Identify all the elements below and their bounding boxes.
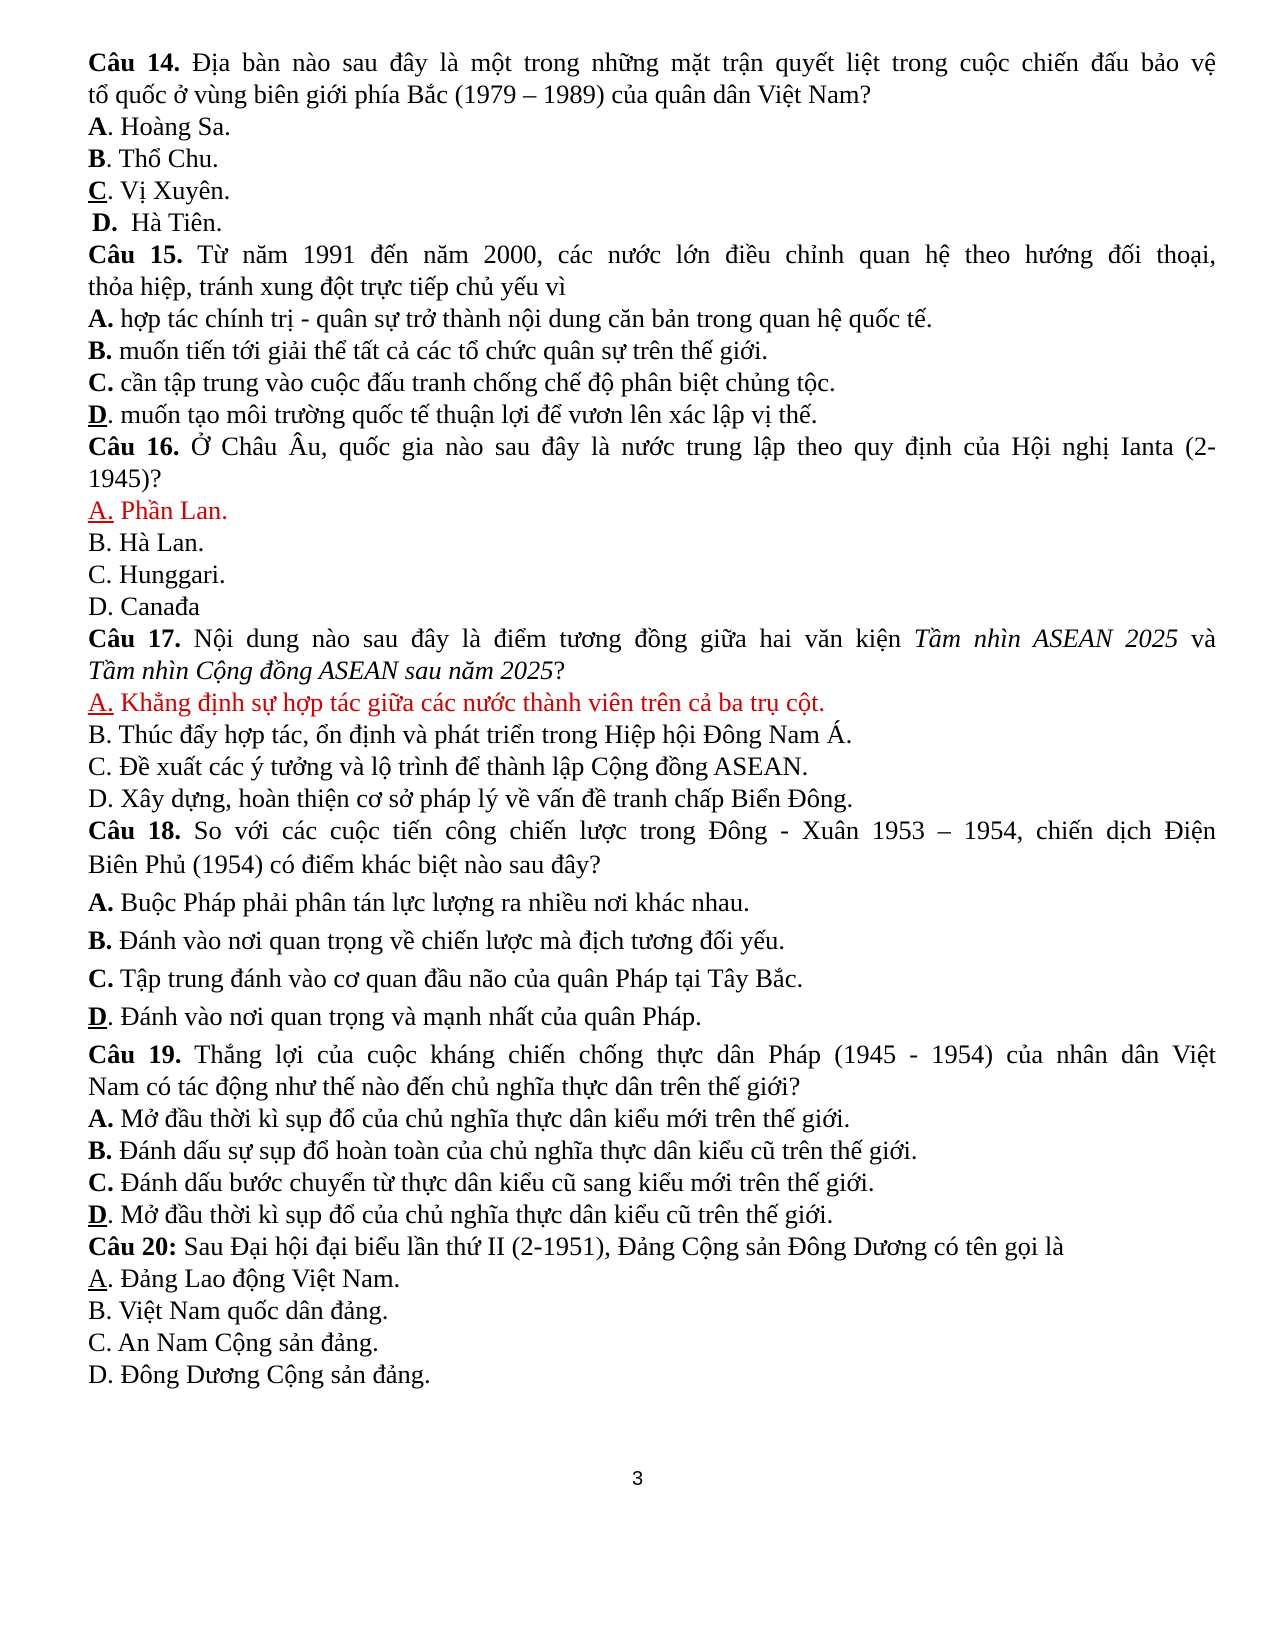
question-18-label: Câu 18. [88, 815, 181, 845]
question-17-label: Câu 17. [88, 623, 181, 653]
question-17-line-2: Tầm nhìn Cộng đồng ASEAN sau năm 2025? [88, 655, 566, 685]
question-19-line-2: Nam có tác động như thế nào đến chủ nghĩa thực dân trên thế giới? [88, 1071, 801, 1101]
question-15-option-b: B. muốn tiến tới giải thể tất cả các tổ chức quân sự trên thế giới. [88, 335, 769, 365]
question-20-option-a: A. Đảng Lao động Việt Nam. [88, 1263, 401, 1293]
question-18-option-a: A. Buộc Pháp phải phân tán lực lượng ra nhiều nơi khác nhau. [88, 887, 750, 917]
question-19-option-b: B. Đánh dấu sự sụp đổ hoàn toàn của chủ nghĩa thực dân kiểu cũ trên thế giới. [88, 1135, 918, 1165]
question-18-option-c: C. Tập trung đánh vào cơ quan đầu não của quân Pháp tại Tây Bắc. [88, 963, 804, 993]
question-14-option-c: C. Vị Xuyên. [88, 175, 231, 205]
question-20-option-b: B. Việt Nam quốc dân đảng. [88, 1295, 389, 1325]
question-14-line-1 [88, 46, 1216, 78]
question-18-option-b: B. Đánh vào nơi quan trọng về chiến lược mà địch tương đối yếu. [88, 925, 786, 955]
question-16-label: Câu 16. [88, 431, 180, 461]
question-20-option-c: C. An Nam Cộng sản đảng. [88, 1327, 379, 1357]
question-20-line-1: Câu 20: Sau Đại hội đại biểu lần thứ II (2-1951), Đảng Cộng sản Đông Dương có tên gọi là [88, 1231, 1064, 1261]
question-17-option-d: D. Xây dựng, hoàn thiện cơ sở pháp lý về vấn đề tranh chấp Biển Đông. [88, 783, 854, 813]
question-14-option-d: D. Hà Tiên. [92, 207, 223, 237]
question-18-line-1: Câu 18. So với các cuộc tiến công chiến lược trong Đông - Xuân 1953 – 1954, chiến dịch Điện [88, 815, 1216, 845]
question-18-option-d: D. Đánh vào nơi quan trọng và mạnh nhất của quân Pháp. [88, 1001, 702, 1031]
question-19-line-1: Câu 19. Thắng lợi của cuộc kháng chiến chống thực dân Pháp (1945 - 1954) của nhân dân Việt [88, 1039, 1216, 1069]
question-20-label: Câu 20: [88, 1231, 178, 1261]
question-17-line-1: Câu 17. Nội dung nào sau đây là điểm tương đồng giữa hai văn kiện Tầm nhìn ASEAN 2025 và [88, 623, 1216, 653]
question-17-option-c: C. Đề xuất các ý tưởng và lộ trình để thành lập Cộng đồng ASEAN. [88, 751, 809, 781]
question-17-option-a: A. Khẳng định sự hợp tác giữa các nước thành viên trên cả ba trụ cột. [88, 687, 826, 717]
question-16-option-a: A. Phần Lan. [88, 495, 228, 525]
question-15-label: Câu 15. [88, 239, 183, 269]
question-16-option-d: D. Canađa [88, 591, 200, 621]
question-16-line-1: Câu 16. Ở Châu Âu, quốc gia nào sau đây là nước trung lập theo quy định của Hội nghị Ianta (2- [88, 431, 1216, 461]
question-14-label: Câu 14. [88, 47, 181, 77]
question-15-option-d: D. muốn tạo môi trường quốc tế thuận lợi để vươn lên xác lập vị thế. [88, 399, 818, 429]
question-14-line-2: tổ quốc ở vùng biên giới phía Bắc (1979 – 1989) của quân dân Việt Nam? [88, 79, 872, 109]
question-19-label: Câu 19. [88, 1039, 182, 1069]
question-16-line-2: 1945)? [88, 463, 162, 493]
question-19-option-a: A. Mở đầu thời kì sụp đổ của chủ nghĩa thực dân kiểu mới trên thế giới. [88, 1103, 851, 1133]
question-16-option-c: C. Hunggari. [88, 559, 226, 589]
question-14-text: Địa bàn nào sau đây là một trong những mặt trận quyết liệt trong cuộc chiến đấu bảo vệ [180, 47, 1216, 77]
page-number: 3 [631, 1468, 644, 1490]
question-16-option-b: B. Hà Lan. [88, 527, 205, 557]
question-14-option-b: B. Thổ Chu. [88, 143, 219, 173]
question-19-option-c: C. Đánh dấu bước chuyển từ thực dân kiểu cũ sang kiểu mới trên thế giới. [88, 1167, 875, 1197]
question-15-option-c: C. cần tập trung vào cuộc đấu tranh chống chế độ phân biệt chủng tộc. [88, 367, 836, 397]
question-15-line-1: Câu 15. Từ năm 1991 đến năm 2000, các nước lớn điều chỉnh quan hệ theo hướng đối thoại, [88, 239, 1216, 269]
question-18-line-2: Biên Phủ (1954) có điểm khác biệt nào sau đây? [88, 849, 601, 879]
question-15-line-2: thỏa hiệp, tránh xung đột trực tiếp chủ yếu vì [88, 271, 566, 301]
question-17-option-b: B. Thúc đẩy hợp tác, ổn định và phát triển trong Hiệp hội Đông Nam Á. [88, 719, 853, 749]
question-19-option-d: D. Mở đầu thời kì sụp đổ của chủ nghĩa thực dân kiểu cũ trên thế giới. [88, 1199, 834, 1229]
question-14-option-a: A. Hoàng Sa. [88, 111, 231, 141]
question-20-option-d: D. Đông Dương Cộng sản đảng. [88, 1359, 431, 1389]
question-15-option-a: A. hợp tác chính trị - quân sự trở thành nội dung căn bản trong quan hệ quốc tế. [88, 303, 933, 333]
